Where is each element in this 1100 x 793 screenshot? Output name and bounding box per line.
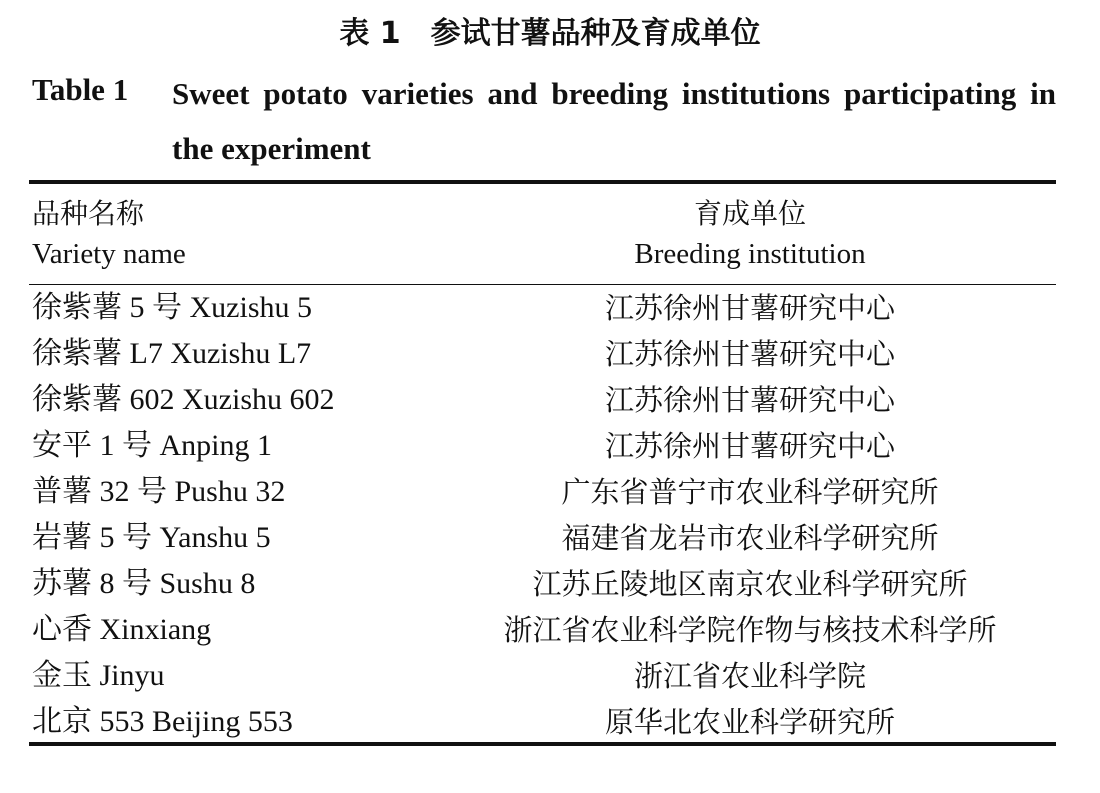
variety-cell: 心香 Xinxiang [32,613,212,646]
table-row [0,423,1100,469]
header-variety-chinese: 品种名称 [32,197,145,230]
variety-cell: 岩薯 5 号 Yanshu 5 [32,521,271,554]
institution-cell: 福建省龙岩市农业科学研究所 [561,521,939,555]
table-row [0,699,1100,745]
header-institution-english: Breeding institution [634,238,866,270]
table-caption-chinese: 参试甘薯品种及育成单位 [430,16,761,51]
institution-cell: 浙江省农业科学院 [633,659,866,693]
table-row [0,561,1100,607]
table-row [0,331,1100,377]
table-row [0,607,1100,653]
institution-cell: 广东省普宁市农业科学研究所 [561,475,939,509]
variety-cell: 徐紫薯 L7 Xuzishu L7 [32,337,312,370]
table-row [0,377,1100,423]
table-caption-english: Sweet potato varieties and breeding institutions participating in the experiment [172,76,1056,166]
table-label-english: Table 1 [32,72,129,107]
variety-cell: 普薯 32 号 Pushu 32 [32,475,286,508]
variety-cell: 徐紫薯 602 Xuzishu 602 [32,383,335,416]
variety-cell: 金玉 Jinyu [32,659,165,692]
table-label-chinese: 表 1 [339,16,401,51]
institution-cell: 江苏丘陵地区南京农业科学研究所 [532,567,968,601]
table-title-chinese [0,14,1100,54]
institution-cell: 浙江省农业科学院作物与核技术科学所 [503,613,997,647]
variety-cell: 北京 553 Beijing 553 [32,705,293,738]
institution-cell: 江苏徐州甘薯研究中心 [604,291,895,325]
variety-cell: 徐紫薯 5 号 Xuzishu 5 [32,291,312,324]
table-row [0,653,1100,699]
variety-cell: 安平 1 号 Anping 1 [32,429,272,462]
table-row [0,515,1100,561]
table-top-rule [29,180,1056,184]
header-variety-english: Variety name [32,238,186,270]
table-row [0,469,1100,515]
variety-cell: 苏薯 8 号 Sushu 8 [32,567,256,600]
table-bottom-rule [29,742,1056,746]
institution-cell: 江苏徐州甘薯研究中心 [604,383,895,417]
table-row [0,285,1100,331]
institution-cell: 江苏徐州甘薯研究中心 [604,429,895,463]
institution-cell: 原华北农业科学研究所 [604,705,895,739]
table-body [0,285,1100,745]
institution-cell: 江苏徐州甘薯研究中心 [604,337,895,371]
header-institution-chinese: 育成单位 [693,197,806,230]
